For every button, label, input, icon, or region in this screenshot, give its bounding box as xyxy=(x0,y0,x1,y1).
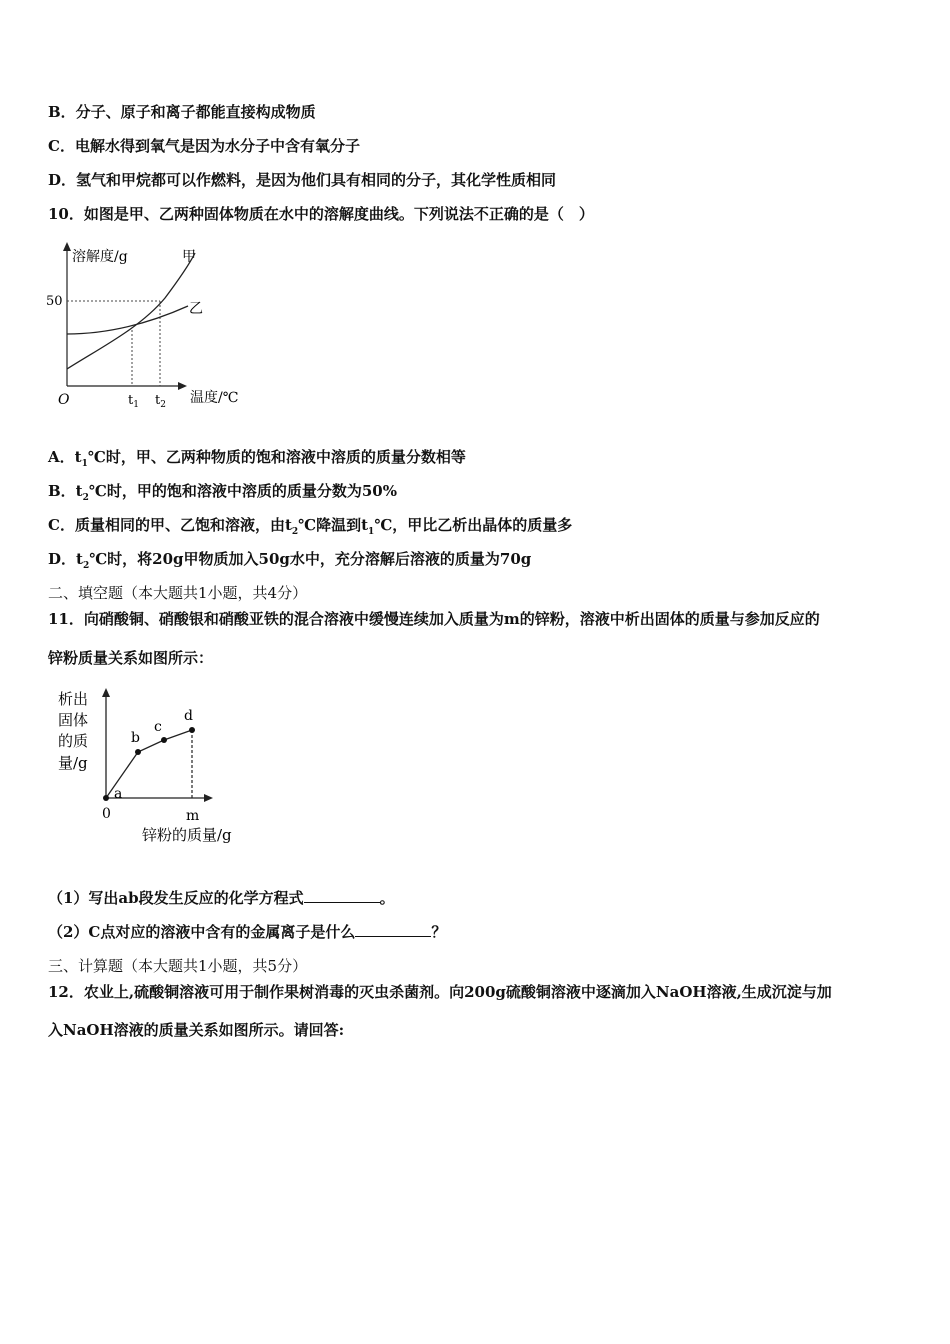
origin-label: 0 xyxy=(102,806,111,822)
q11-stem-line1: 11．向硝酸铜、硝酸银和硝酸亚铁的混合溶液中缓慢连续加入质量为m的锌粉，溶液中析出固体的质量与参加反应的 xyxy=(48,610,820,628)
point-a-label: a xyxy=(114,786,123,802)
y-axis-label: 溶解度/g xyxy=(72,249,128,265)
q10-option-d: D．$t_2℃$时，将20g甲物质加入50g水中，充分溶解后溶液的质量为70g xyxy=(48,550,532,571)
q10-option-c: C．质量相同的甲、乙饱和溶液，由$t_2℃$降温到$t_1℃$，甲比乙析出晶体的质量多 xyxy=(48,516,573,537)
q10-option-a: A．$t_1℃$时，甲、乙两种物质的饱和溶液中溶质的质量分数相等 xyxy=(48,448,466,469)
y-axis-arrow xyxy=(102,688,110,697)
t1-label: $t_1$ xyxy=(128,393,139,410)
q12-line2: 入NaOH溶液的质量关系如图所示。请回答: xyxy=(48,1021,345,1039)
q11-stem-line2: 锌粉质量关系如图所示： xyxy=(48,649,214,667)
q9-option-c: C．电解水得到氧气是因为水分子中含有氧分子 xyxy=(48,137,360,155)
curve-yi xyxy=(67,306,188,334)
section-3-heading: 三、计算题（本大题共1小题，共5分） xyxy=(48,957,308,975)
x-axis-arrow xyxy=(204,794,213,802)
y-tick-50: 50 xyxy=(46,294,63,309)
y-axis-arrow xyxy=(63,242,71,251)
zinc-mass-figure xyxy=(50,680,250,850)
point-b-label: b xyxy=(131,730,140,746)
y-label-line3: 的质 xyxy=(58,732,89,750)
q11-sub1: （1）写出ab段发生反应的化学方程式 。 xyxy=(48,889,395,907)
x-axis-arrow xyxy=(178,382,187,390)
q9-option-b: B．分子、原子和离子都能直接构成物质 xyxy=(48,103,316,121)
point-a xyxy=(103,795,109,801)
y-label-line1: 析出 xyxy=(58,690,89,708)
q10-option-b: B．$t_2℃$时，甲的饱和溶液中溶质的质量分数为50% xyxy=(48,482,397,503)
q11-sub2-blank[interactable] xyxy=(355,922,431,937)
origin-label: O xyxy=(58,392,70,408)
curve-yi-label: 乙 xyxy=(189,301,203,317)
point-d xyxy=(189,727,195,733)
x-axis-label: 温度/℃ xyxy=(190,390,239,406)
x-axis-label: 锌粉的质量/g xyxy=(142,826,232,844)
q11-sub1-blank[interactable] xyxy=(304,888,380,903)
q10-stem: 10．如图是甲、乙两种固体物质在水中的溶解度曲线。下列说法不正确的是（ ） xyxy=(48,205,594,223)
q12-line1: 12．农业上,硫酸铜溶液可用于制作果树消毒的灭虫杀菌剂。向200g硫酸铜溶液中逐滴加入NaOH溶液,生成沉淀与加 xyxy=(48,983,832,1001)
point-d-label: d xyxy=(184,708,193,724)
solubility-curve-figure xyxy=(40,238,260,413)
t2-label: $t_2$ xyxy=(155,393,166,410)
x-end-m-label: m xyxy=(186,808,200,824)
point-b xyxy=(135,749,141,755)
q11-sub2: （2）C点对应的溶液中含有的金属离子是什么 ？ xyxy=(48,923,447,941)
section-2-heading: 二、填空题（本大题共1小题，共4分） xyxy=(48,584,308,602)
q9-option-d: D．氢气和甲烷都可以作燃料，是因为他们具有相同的分子，其化学性质相同 xyxy=(48,171,557,189)
point-c-label: c xyxy=(154,719,162,735)
curve-jia-label: 甲 xyxy=(182,249,196,265)
y-label-line2: 固体 xyxy=(58,711,89,729)
y-label-line4: 量/g xyxy=(58,754,88,772)
point-c xyxy=(161,737,167,743)
